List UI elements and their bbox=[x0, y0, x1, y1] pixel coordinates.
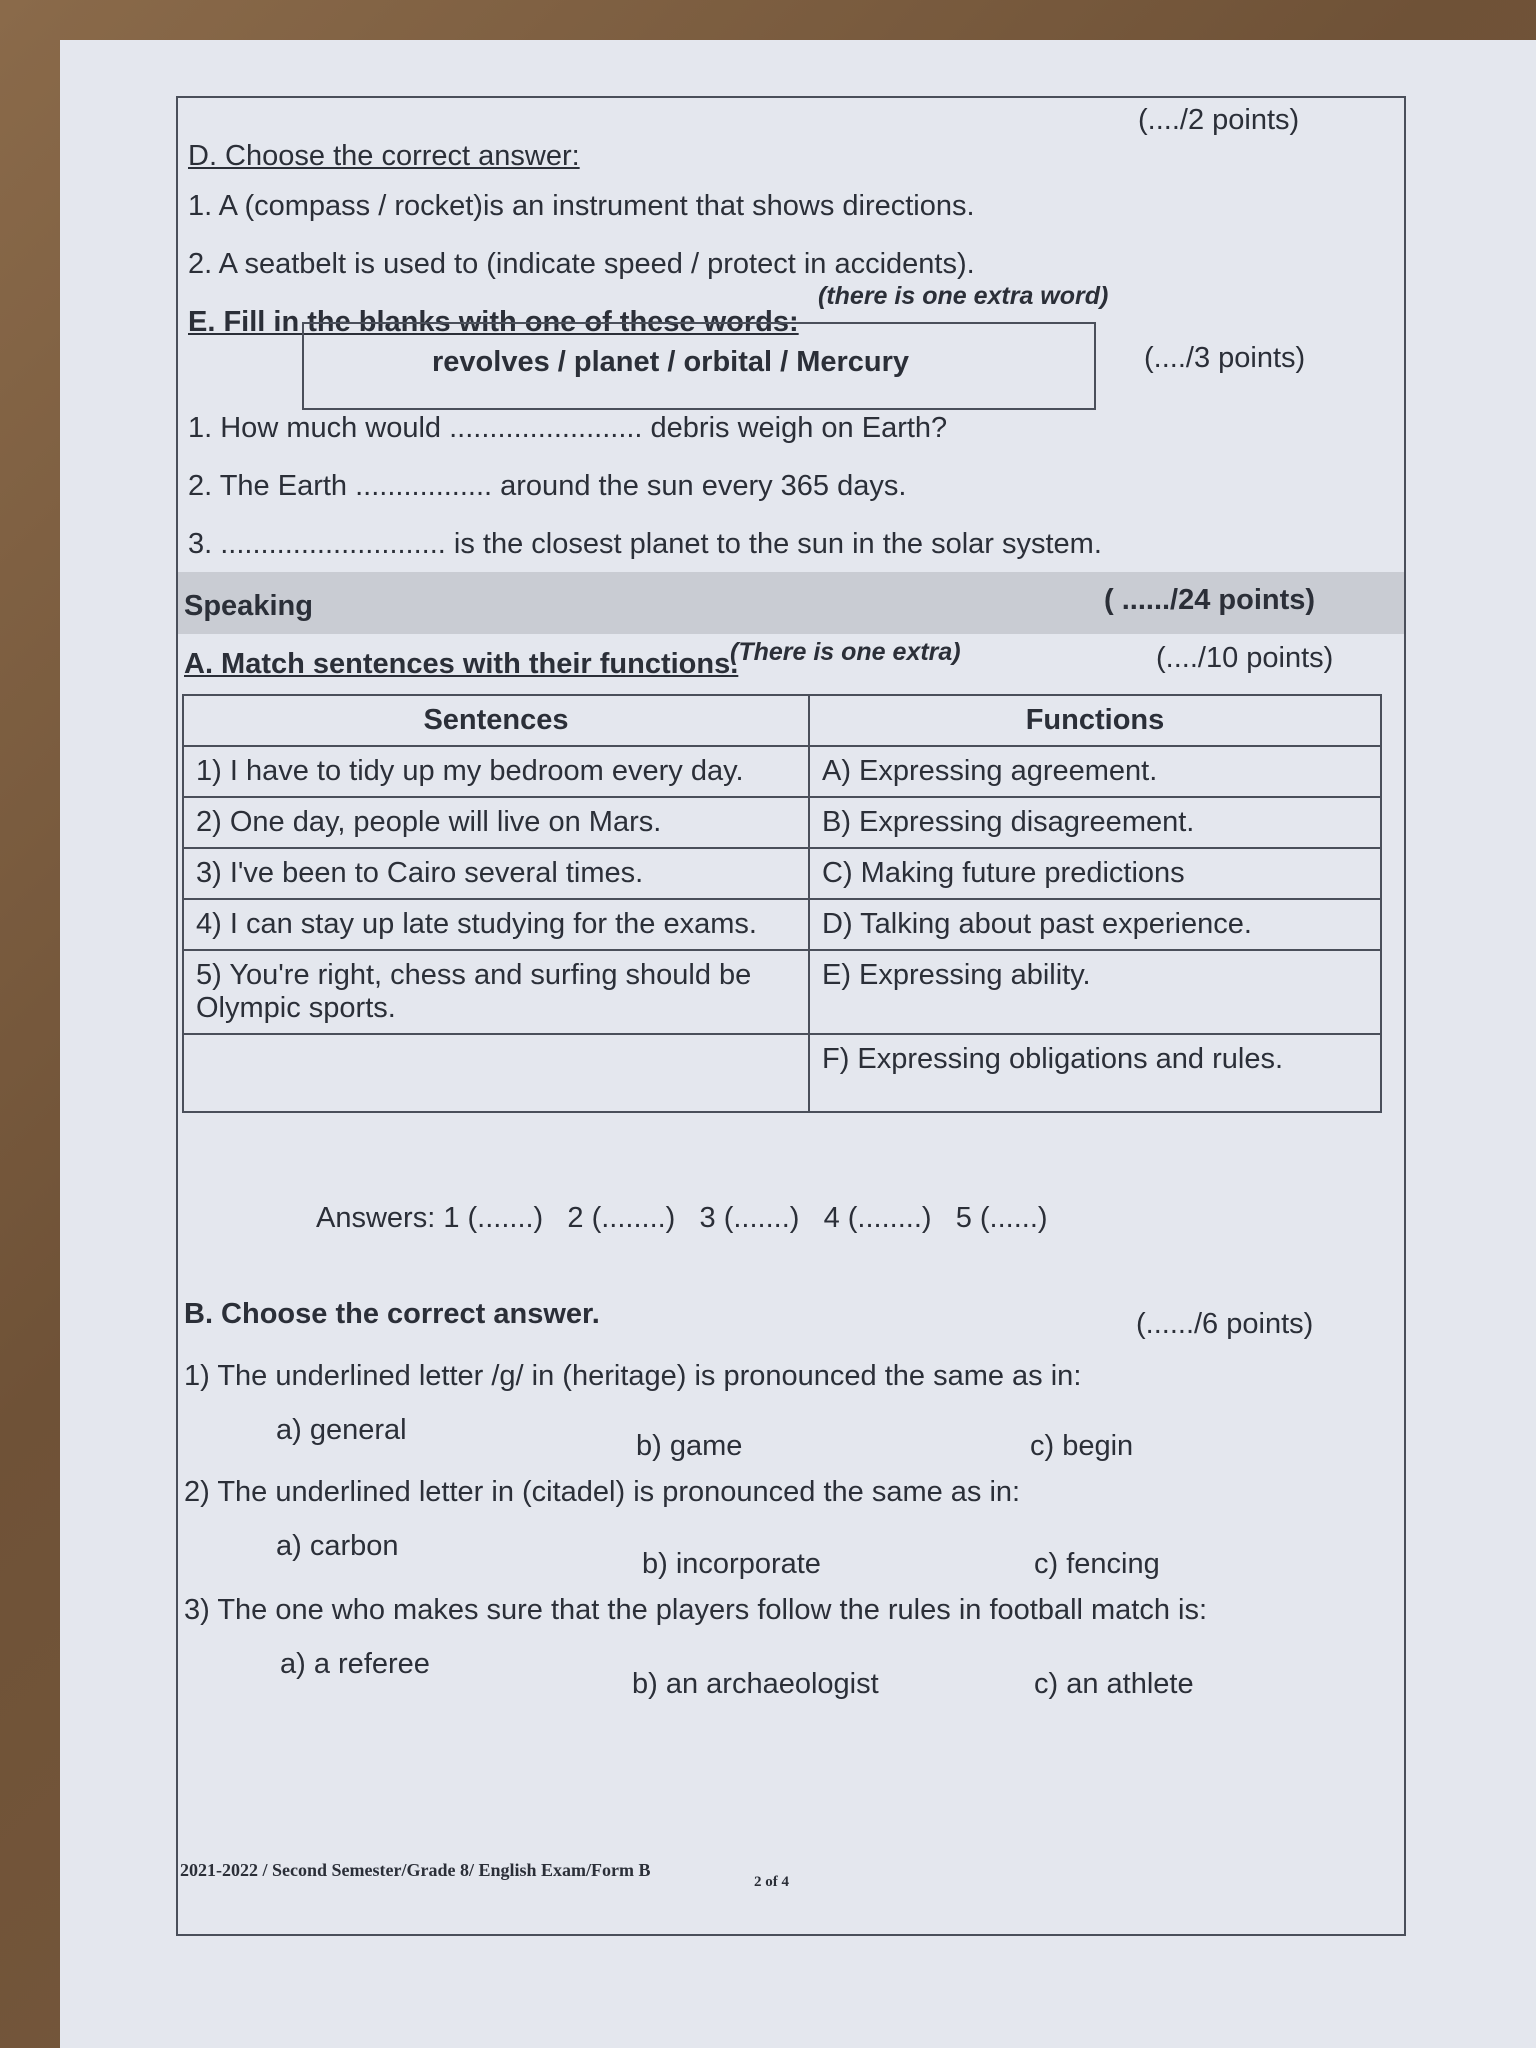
section-b-heading: B. Choose the correct answer. bbox=[184, 1298, 600, 1330]
section-d-points: (..../2 points) bbox=[1138, 104, 1300, 136]
section-d-heading: D. Choose the correct answer: bbox=[188, 140, 580, 172]
question-1: 1) The underlined letter /g/ in (heritage) is pronounced the same as in: bbox=[184, 1360, 1082, 1392]
answers-line: Answers: 1 (.......) 2 (........) 3 (.......) 4 (........) 5 (......) bbox=[316, 1202, 1048, 1234]
col-header-functions: Functions bbox=[809, 695, 1381, 746]
section-e-points: (..../3 points) bbox=[1144, 342, 1306, 374]
q2-option-c: c) fencing bbox=[1034, 1548, 1160, 1580]
function-cell: F) Expressing obligations and rules. bbox=[809, 1034, 1381, 1112]
q2-option-b: b) incorporate bbox=[642, 1548, 821, 1580]
section-a-note: (There is one extra) bbox=[730, 638, 961, 666]
question-3: 3) The one who makes sure that the players follow the rules in football match is: bbox=[184, 1594, 1208, 1626]
col-header-sentences: Sentences bbox=[183, 695, 809, 746]
section-e-item-1: 1. How much would ........................ debris weigh on Earth? bbox=[188, 412, 948, 444]
word-bank: revolves / planet / orbital / Mercury bbox=[432, 346, 910, 378]
sentence-cell: 1) I have to tidy up my bedroom every day. bbox=[183, 746, 809, 797]
matching-table bbox=[182, 694, 1382, 1113]
function-cell: B) Expressing disagreement. bbox=[809, 797, 1381, 848]
q3-option-c: c) an athlete bbox=[1034, 1668, 1194, 1700]
function-cell: D) Talking about past experience. bbox=[809, 899, 1381, 950]
question-2: 2) The underlined letter in (citadel) is pronounced the same as in: bbox=[184, 1476, 1021, 1508]
sentence-cell bbox=[183, 1034, 809, 1112]
footer-exam-info: 2021-2022 / Second Semester/Grade 8/ English Exam/Form B bbox=[180, 1860, 651, 1880]
section-a-heading: A. Match sentences with their functions. bbox=[184, 648, 739, 680]
table-row bbox=[183, 797, 1381, 848]
table-row bbox=[183, 1034, 1381, 1112]
q3-option-a: a) a referee bbox=[280, 1648, 430, 1680]
speaking-title: Speaking bbox=[184, 590, 313, 622]
q1-option-c: c) begin bbox=[1030, 1430, 1134, 1462]
table-header-row bbox=[183, 695, 1381, 746]
section-a-points: (..../10 points) bbox=[1156, 642, 1334, 674]
function-cell: A) Expressing agreement. bbox=[809, 746, 1381, 797]
function-cell: E) Expressing ability. bbox=[809, 950, 1381, 1034]
q1-option-b: b) game bbox=[636, 1430, 743, 1462]
section-d-item-1: 1. A (compass / rocket)is an instrument that shows directions. bbox=[188, 190, 975, 222]
sentence-cell: 4) I can stay up late studying for the exams. bbox=[183, 899, 809, 950]
section-e-item-3: 3. ............................ is the closest planet to the sun in the solar system. bbox=[188, 528, 1102, 560]
table-row bbox=[183, 899, 1381, 950]
sentence-cell: 2) One day, people will live on Mars. bbox=[183, 797, 809, 848]
table-row bbox=[183, 848, 1381, 899]
q3-option-b: b) an archaeologist bbox=[632, 1668, 879, 1700]
section-d-item-2: 2. A seatbelt is used to (indicate speed / protect in accidents). bbox=[188, 248, 975, 280]
q2-option-a: a) carbon bbox=[276, 1530, 399, 1562]
table-row bbox=[183, 950, 1381, 1034]
page-number: 2 of 4 bbox=[754, 1874, 789, 1890]
table-row bbox=[183, 746, 1381, 797]
section-e-heading: E. Fill in the blanks with one of these words: bbox=[188, 306, 799, 338]
q1-option-a: a) general bbox=[276, 1414, 407, 1446]
speaking-points: ( ....../24 points) bbox=[1104, 584, 1316, 616]
section-b-points: (....../6 points) bbox=[1136, 1308, 1314, 1340]
section-e-item-2: 2. The Earth ................. around the sun every 365 days. bbox=[188, 470, 907, 502]
sentence-cell: 5) You're right, chess and surfing should be Olympic sports. bbox=[183, 950, 809, 1034]
section-e-note: (there is one extra word) bbox=[818, 282, 1109, 310]
sentence-cell: 3) I've been to Cairo several times. bbox=[183, 848, 809, 899]
function-cell: C) Making future predictions bbox=[809, 848, 1381, 899]
